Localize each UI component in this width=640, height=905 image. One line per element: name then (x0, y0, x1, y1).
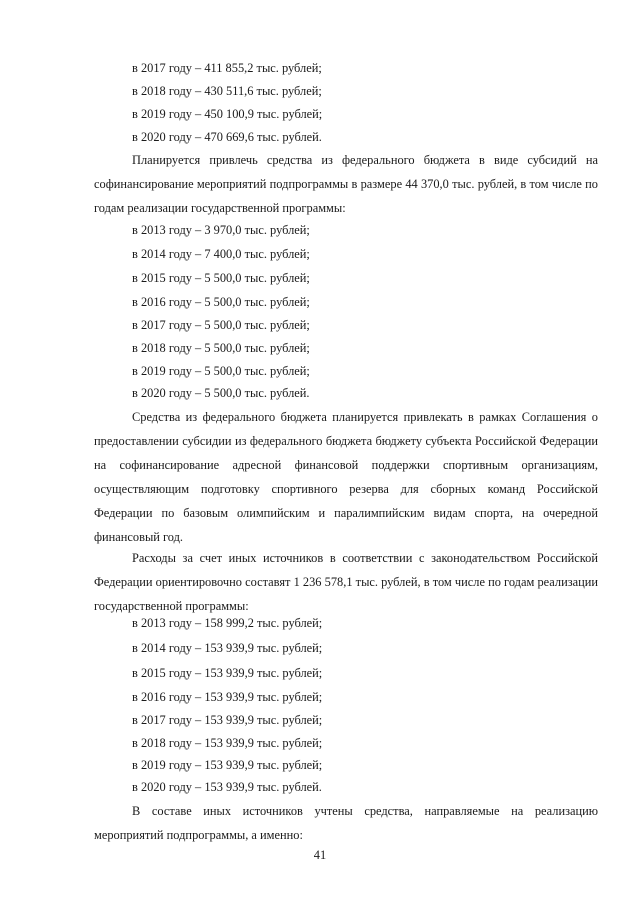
funding-line-2020: в 2020 году – 470 669,6 тыс. рублей. (132, 130, 322, 144)
federal-agreement-paragraph: Средства из федерального бюджета планируется привлекать в рамках Соглашения о предоставлении субсидии из федерального бюджета бюджету субъекта Российской Федерации на софинансирование адресной финансовой поддержки спортивным организациям, осуществляющим подготовку спортивного резерва для сборных команд Российской Федерации по базовым олимпийским и паралимпийским видам спорта, на очередной финансовый год. (94, 410, 598, 544)
other-line-2014: в 2014 году – 153 939,9 тыс. рублей; (132, 641, 323, 655)
other-line-2019: в 2019 году – 153 939,9 тыс. рублей; (132, 758, 323, 772)
other-line-2015: в 2015 году – 153 939,9 тыс. рублей; (132, 666, 323, 680)
funding-line-2018: в 2018 году – 430 511,6 тыс. рублей; (132, 84, 322, 98)
federal-line-2018: в 2018 году – 5 500,0 тыс. рублей; (132, 341, 310, 355)
federal-subsidy-paragraph: Планируется привлечь средства из федерального бюджета в виде субсидий на софинансирование мероприятий подпрограммы в размере 44 370,0 тыс. рублей, в том числе по годам реализации государственной программы: (94, 153, 598, 215)
funding-line-2019: в 2019 году – 450 100,9 тыс. рублей; (132, 107, 323, 121)
other-line-2018: в 2018 году – 153 939,9 тыс. рублей; (132, 736, 323, 750)
other-sources-paragraph: Расходы за счет иных источников в соответствии с законодательством Российской Федерации ориентировочно составят 1 236 578,1 тыс. рублей, в том числе по годам реализации государственной программы: (94, 551, 598, 613)
federal-line-2013: в 2013 году – 3 970,0 тыс. рублей; (132, 223, 310, 237)
federal-line-2016: в 2016 году – 5 500,0 тыс. рублей; (132, 295, 310, 309)
federal-line-2020: в 2020 году – 5 500,0 тыс. рублей. (132, 386, 310, 400)
other-sources-composition-paragraph: В составе иных источников учтены средства, направляемые на реализацию мероприятий подпрограммы, а именно: (94, 804, 598, 842)
other-line-2020: в 2020 году – 153 939,9 тыс. рублей. (132, 780, 322, 794)
federal-line-2015: в 2015 году – 5 500,0 тыс. рублей; (132, 271, 310, 285)
other-line-2013: в 2013 году – 158 999,2 тыс. рублей; (132, 616, 323, 630)
federal-line-2019: в 2019 году – 5 500,0 тыс. рублей; (132, 364, 310, 378)
funding-line-2017: в 2017 году – 411 855,2 тыс. рублей; (132, 61, 322, 75)
federal-line-2017: в 2017 году – 5 500,0 тыс. рублей; (132, 318, 310, 332)
other-line-2016: в 2016 году – 153 939,9 тыс. рублей; (132, 690, 323, 704)
page-number: 41 (313, 848, 327, 862)
other-line-2017: в 2017 году – 153 939,9 тыс. рублей; (132, 713, 323, 727)
federal-line-2014: в 2014 году – 7 400,0 тыс. рублей; (132, 247, 310, 261)
